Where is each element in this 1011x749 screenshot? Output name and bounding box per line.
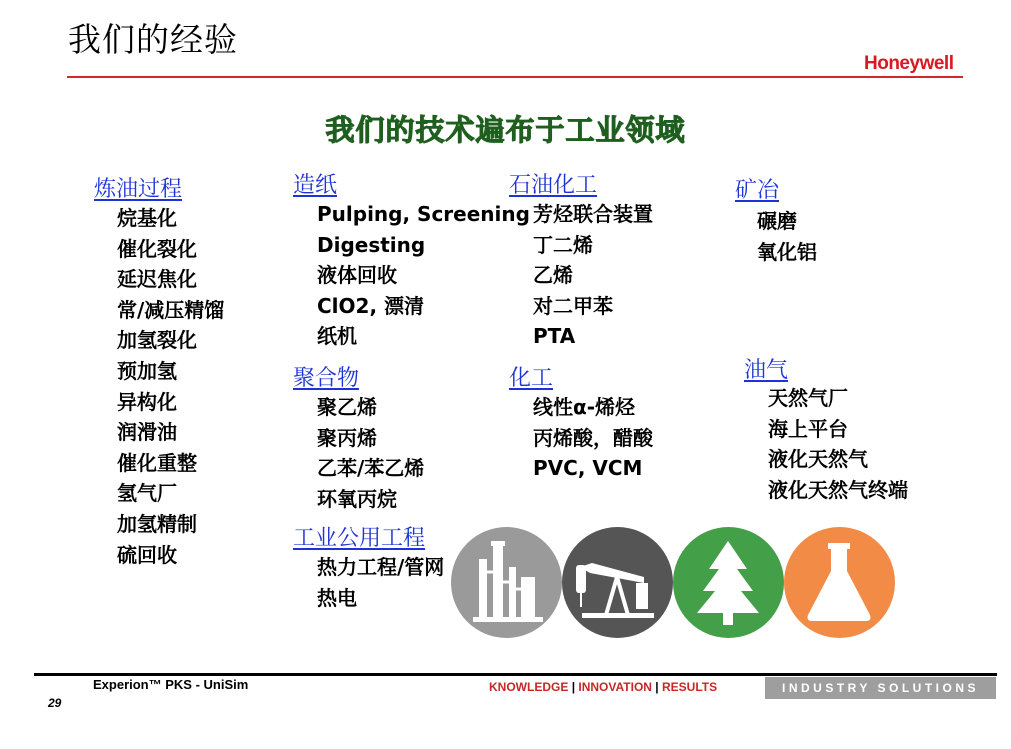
category-mining[interactable]: 矿冶 bbox=[735, 178, 780, 203]
category-paper[interactable]: 造纸 bbox=[293, 173, 338, 198]
tag-innovation: INNOVATION bbox=[578, 680, 652, 694]
list-item: PTA bbox=[533, 324, 576, 349]
list-item: 常/减压精馏 bbox=[117, 297, 225, 322]
category-chemical[interactable]: 化工 bbox=[509, 366, 554, 391]
list-petrochem bbox=[533, 199, 653, 352]
list-item: 催化裂化 bbox=[117, 236, 197, 261]
list-mining bbox=[757, 206, 817, 267]
page-number: 29 bbox=[48, 696, 62, 710]
page-title: 我们的经验 bbox=[68, 20, 238, 59]
list-item: 异构化 bbox=[117, 389, 177, 414]
list-item: 天然气厂 bbox=[768, 386, 848, 410]
list-item: 对二甲苯 bbox=[533, 293, 613, 318]
list-item: 芳烃联合装置 bbox=[533, 202, 653, 226]
honeywell-logo: Honeywell bbox=[864, 53, 954, 74]
list-item: 液体回收 bbox=[317, 263, 397, 288]
list-item: 乙苯/苯乙烯 bbox=[317, 456, 425, 481]
tag-knowledge: KNOWLEDGE bbox=[489, 680, 569, 694]
list-paper bbox=[317, 199, 530, 352]
list-item: 预加氢 bbox=[117, 358, 177, 383]
category-polymer[interactable]: 聚合物 bbox=[293, 366, 360, 391]
list-item: 氧化铝 bbox=[757, 239, 817, 264]
list-item: 碾磨 bbox=[757, 209, 797, 233]
list-oilgas bbox=[768, 383, 908, 505]
list-item: 纸机 bbox=[317, 324, 357, 349]
header-divider bbox=[67, 76, 963, 78]
list-item: 加氢精制 bbox=[117, 511, 197, 536]
tree-icon bbox=[673, 527, 784, 638]
footer-product: Experion™ PKS - UniSim bbox=[93, 677, 249, 692]
footer-tagline bbox=[489, 680, 717, 694]
list-item: 硫回收 bbox=[117, 542, 177, 567]
list-item: 润滑油 bbox=[117, 420, 177, 445]
list-chemical bbox=[533, 392, 653, 484]
category-petrochem[interactable]: 石油化工 bbox=[509, 173, 598, 198]
oil-pump-icon bbox=[562, 527, 673, 638]
list-item: PVC, VCM bbox=[533, 456, 643, 481]
list-item: 催化重整 bbox=[117, 450, 197, 475]
list-item: 丙烯酸，醋酸 bbox=[533, 425, 653, 450]
category-refining[interactable]: 炼油过程 bbox=[94, 177, 183, 202]
category-utility[interactable]: 工业公用工程 bbox=[293, 526, 426, 551]
list-refining bbox=[117, 203, 224, 570]
list-item: 聚丙烯 bbox=[317, 425, 377, 450]
list-polymer bbox=[317, 392, 424, 514]
refinery-icon bbox=[451, 527, 562, 638]
headline: 我们的技术遍布于工业领域 bbox=[325, 113, 686, 147]
list-item: 延迟焦化 bbox=[117, 267, 197, 292]
list-item: Pulping, Screening bbox=[317, 202, 530, 226]
industry-solutions-bar: INDUSTRY SOLUTIONS bbox=[765, 677, 996, 699]
list-item: 液化天然气 bbox=[768, 447, 868, 472]
footer-divider bbox=[34, 673, 997, 676]
list-item: 乙烯 bbox=[533, 263, 573, 288]
tag-separator: | bbox=[655, 680, 659, 694]
list-item: 丁二烯 bbox=[533, 232, 593, 257]
list-utility bbox=[317, 552, 444, 613]
tag-separator: | bbox=[571, 680, 576, 694]
list-item: 海上平台 bbox=[768, 416, 848, 441]
list-item: ClO2, 漂清 bbox=[317, 293, 425, 318]
list-item: 线性α-烯烃 bbox=[533, 395, 636, 419]
list-item: 液化天然气终端 bbox=[768, 477, 908, 502]
tag-results: RESULTS bbox=[662, 680, 718, 694]
flask-icon bbox=[784, 527, 895, 638]
category-oilgas[interactable]: 油气 bbox=[744, 358, 789, 383]
list-item: 热力工程/管网 bbox=[317, 555, 445, 579]
list-item: 聚乙烯 bbox=[317, 395, 377, 419]
list-item: 热电 bbox=[317, 585, 357, 610]
list-item: 烷基化 bbox=[117, 206, 177, 230]
list-item: 氢气厂 bbox=[117, 481, 177, 506]
list-item: Digesting bbox=[317, 232, 426, 257]
list-item: 环氧丙烷 bbox=[317, 486, 397, 511]
list-item: 加氢裂化 bbox=[117, 328, 197, 353]
